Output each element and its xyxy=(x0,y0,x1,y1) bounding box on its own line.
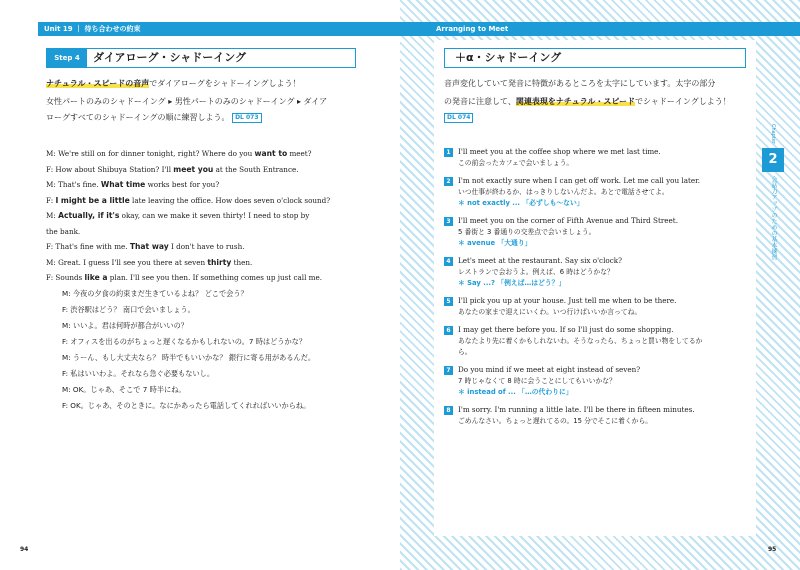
item-hint: ＊ not exactly ... 「必ずしも～ない」 xyxy=(458,199,584,207)
natural-speed-highlight: ナチュラル・スピードの音声 xyxy=(46,79,150,88)
item-number: 4 xyxy=(444,257,453,266)
item-hint: ＊ Say ...? 「例えば…はどう？」 xyxy=(458,279,566,287)
item-japanese: あなたより先に着くかもしれないわ。そうなったら、ちょっと買い物をしてるか xyxy=(458,337,703,345)
item-english: I'll meet you at the coffee shop where we met last time. xyxy=(458,147,661,156)
chapter-number: 2 xyxy=(762,148,784,172)
page-number-right: 95 xyxy=(768,546,777,553)
item-english: I'll pick you up at your house. Just tell me when to be there. xyxy=(458,296,677,305)
list-item xyxy=(444,324,744,358)
download-track-badge: DL 073 xyxy=(232,113,261,123)
instruction-text: でダイアローグをシャドーイングしよう！ xyxy=(149,79,301,88)
dialogue-line: F: How about Shibuya Station? I'll meet you at the South Entrance. xyxy=(46,164,299,174)
dialogue-line: the bank. xyxy=(46,226,81,236)
step-tag: Step 4 xyxy=(47,49,87,67)
item-hint: ＊ avenue 「大通り」 xyxy=(458,239,532,247)
item-japanese: いつ仕事が終わるか、はっきりしないんだよ。あとで電話させてよ。 xyxy=(458,188,669,196)
step-title: ダイアローグ・シャドーイング xyxy=(93,51,247,64)
translation-line: M: OK。じゃあ、そこで 7 時半にね。 xyxy=(62,385,186,394)
item-number: 3 xyxy=(444,217,453,226)
item-japanese: 5 番街と 3 番通りの交差点で会いましょう。 xyxy=(458,228,596,236)
item-english: I'm not exactly sure when I can get off work. Let me call you later. xyxy=(458,176,701,185)
item-english: Let's meet at the restaurant. Say six o'clock? xyxy=(458,256,622,265)
item-english: Do you mind if we meet at eight instead of seven? xyxy=(458,365,641,374)
item-japanese: あなたの家まで迎えにいくわ。いつ行けばいいか言ってね。 xyxy=(458,308,642,316)
alpha-download xyxy=(444,110,473,126)
translation-line: M: うーん、もし大丈夫なら？ 時半でもいいかな？ 銀行に寄る用があるんだ。 xyxy=(62,353,316,362)
list-item xyxy=(444,175,744,209)
item-number: 7 xyxy=(444,366,453,375)
related-expression-highlight: 関連表現をナチュラル・スピード xyxy=(515,97,636,106)
item-japanese-continued: ら。 xyxy=(458,348,472,356)
expression-list xyxy=(444,146,744,433)
dialogue-line: F: Sounds like a plan. I'll see you then. If something comes up just call me. xyxy=(46,273,323,282)
list-item xyxy=(444,255,744,289)
item-japanese: レストランで会おうよ。例えば、6 時はどうかな？ xyxy=(458,268,614,276)
translation-line: F: OK。じゃあ、そのときに。なにかあったら電話してくれればいいからね。 xyxy=(62,401,311,410)
list-item xyxy=(444,404,744,427)
item-number: 1 xyxy=(444,148,453,157)
item-english: I may get there before you. If so I'll just do some shopping. xyxy=(458,325,674,334)
unit-header-english: Arranging to Meet xyxy=(400,22,800,36)
dialogue-translation xyxy=(62,286,362,414)
chapter-title: 会話力アップのための基本練習 xyxy=(770,176,777,260)
dialogue-line: F: I might be a little late leaving the office. How does seven o'clock sound? xyxy=(46,195,331,205)
page-number-left: 94 xyxy=(20,546,29,553)
chapter-caption: Chapter xyxy=(770,124,776,144)
chapter-side-tab xyxy=(762,120,784,260)
download-track-badge: DL 074 xyxy=(444,113,473,123)
instruction-text: ローグすべてのシャドーイングの順に練習しよう。 xyxy=(46,113,230,122)
translation-line: F: 私はいいわよ。それなら急ぐ必要もないし。 xyxy=(62,369,215,378)
translation-line: M: 今夜の夕食の約束まだ生きているよね？ どこで会う？ xyxy=(62,289,248,298)
item-number: 6 xyxy=(444,326,453,335)
dialogue-line: M: Actually, if it's okay, can we make it seven thirty! I need to stop by xyxy=(46,211,310,220)
step-instruction-1 xyxy=(46,76,300,92)
item-number: 2 xyxy=(444,177,453,186)
item-english: I'll meet you on the corner of Fifth Avenue and Third Street. xyxy=(458,216,678,225)
unit-header: Unit 19 ｜ 待ち合わせの約束 xyxy=(38,22,400,36)
dialogue-english xyxy=(46,146,364,286)
dialogue-line: M: That's fine. What time works best for you? xyxy=(46,180,220,189)
alpha-title: ＋α・シャドーイング xyxy=(455,51,562,64)
dialogue-line: M: Great. I guess I'll see you there at seven thirty then. xyxy=(46,257,253,267)
alpha-instruction-2: の発音に注意して、関連表現をナチュラル・スピードでシャドーイングしよう！ xyxy=(444,97,731,106)
list-item xyxy=(444,146,744,169)
translation-line: F: 渋谷駅はどう？ 南口で会いましょう。 xyxy=(62,305,195,314)
step-heading xyxy=(46,48,356,68)
step-instruction-3 xyxy=(46,110,262,126)
list-item xyxy=(444,295,744,318)
item-number: 8 xyxy=(444,406,453,415)
step-instruction-2: 女性パートのみのシャドーイング ▸ 男性パートのみのシャドーイング ▸ ダイア xyxy=(46,97,328,106)
dialogue-line: M: We're still on for dinner tonight, right? Where do you want to meet? xyxy=(46,149,312,158)
translation-line: F: オフィスを出るのがちょっと遅くなるかもしれないの。7 時はどうかな？ xyxy=(62,337,307,346)
item-japanese: 7 時じゃなくて 8 時に会うことにしてもいいかな？ xyxy=(458,377,616,385)
dialogue-line: F: That's fine with me. That way I don't have to rush. xyxy=(46,242,245,251)
alpha-heading xyxy=(444,48,746,68)
list-item xyxy=(444,364,744,398)
item-english: I'm sorry. I'm running a little late. I'll be there in fifteen minutes. xyxy=(458,405,695,414)
item-number: 5 xyxy=(444,297,453,306)
translation-line: M: いいよ。君は何時が都合がいいの？ xyxy=(62,321,188,330)
alpha-instruction-1: 音声変化していて発音に特徴があるところを太字にしています。太字の部分 xyxy=(444,79,716,88)
item-hint: ＊ instead of ... 「…の代わりに」 xyxy=(458,388,573,396)
list-item xyxy=(444,215,744,249)
item-japanese: この前会ったカフェで会いましょう。 xyxy=(458,159,574,167)
item-japanese: ごめんなさい。ちょっと遅れてるの。15 分でそこに着くから。 xyxy=(458,417,653,425)
